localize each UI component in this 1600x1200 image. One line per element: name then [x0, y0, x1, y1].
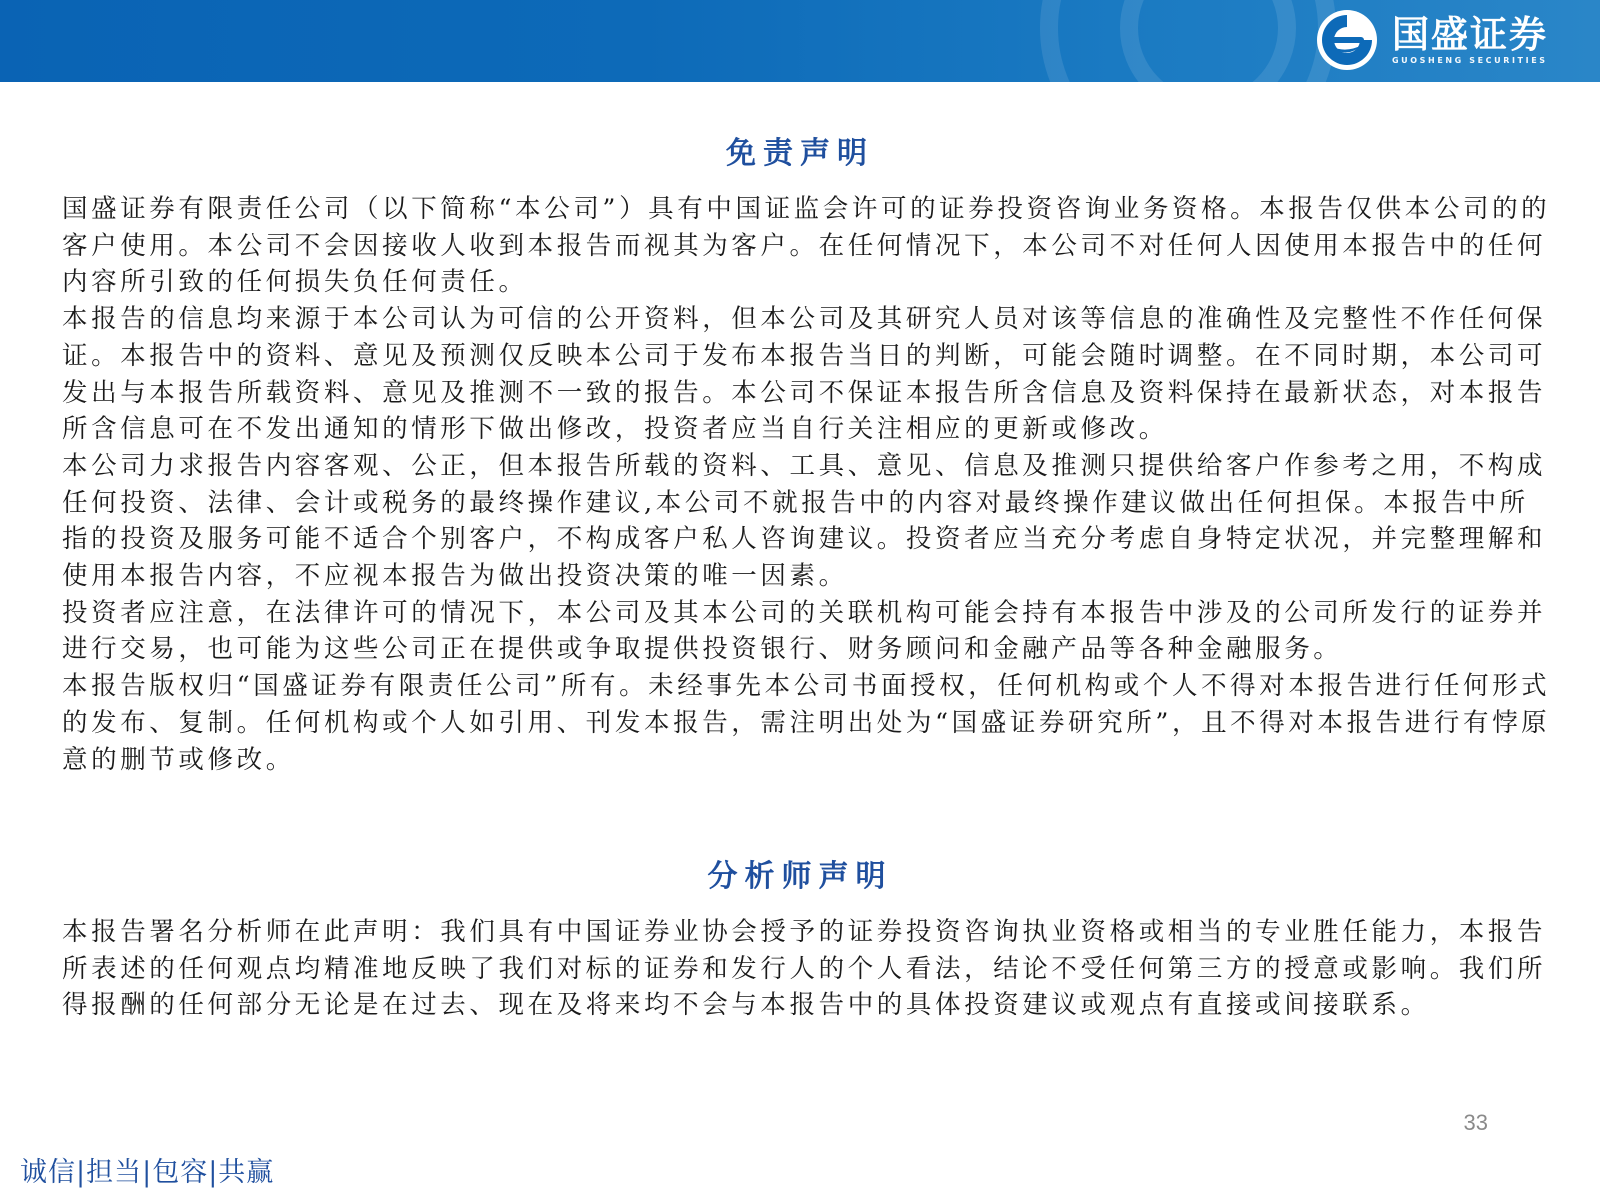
- brand-name: 国盛证券: [1392, 13, 1548, 56]
- disclaimer-paragraph: 本公司力求报告内容客观、公正，但本报告所载的资料、工具、意见、信息及推测只提供给客户作参考之用，不构成任何投资、法律、会计或税务的最终操作建议,本公司不就报告中的内容对最终操作建议做出任何担保。本报告中所指的投资及服务可能不适合个别客户，不构成客户私人咨询建议。投资者应当充分考虑自身特定状况，并完整理解和使用本报告内容，不应视本报告为做出投资决策的唯一因素。: [62, 450, 1547, 592]
- analyst-statement-title: 分析师声明: [707, 859, 893, 894]
- disclaimer-title: 免责声明: [726, 136, 874, 171]
- header-bar: [0, 0, 1600, 82]
- disclaimer-body: [62, 191, 1552, 778]
- disclaimer-paragraph: 国盛证券有限责任公司（以下简称“本公司”）具有中国证监会许可的证券投资咨询业务资格。本报告仅供本公司的的客户使用。本公司不会因接收人收到本报告而视其为客户。在任何情况下，本公司不对任何人因使用本报告中的任何内容所引致的任何损失负任何责任。: [62, 194, 1551, 298]
- disclaimer-paragraph: 投资者应注意，在法律许可的情况下，本公司及其本公司的关联机构可能会持有本报告中涉及的公司所发行的证券并进行交易，也可能为这些公司正在提供或争取提供投资银行、财务顾问和金融产品等各种金融服务。: [62, 597, 1547, 665]
- analyst-statement-body: [62, 914, 1552, 1024]
- guosheng-logo-icon: [1314, 7, 1380, 73]
- disclaimer-paragraph: 本报告版权归“国盛证券有限责任公司”所有。未经事先本公司书面授权，任何机构或个人不得对本报告进行任何形式的发布、复制。任何机构或个人如引用、刊发本报告，需注明出处为“国盛证券研究所”，且不得对本报告进行有悖原意的删节或修改。: [62, 671, 1551, 775]
- disclaimer-paragraph: 本报告的信息均来源于本公司认为可信的公开资料，但本公司及其研究人员对该等信息的准确性及完整性不作任何保证。本报告中的资料、意见及预测仅反映本公司于发布本报告当日的判断，可能会随时调整。在不同时期，本公司可发出与本报告所载资料、意见及推测不一致的报告。本公司不保证本报告所含信息及资料保持在最新状态，对本报告所含信息可在不发出通知的情形下做出修改，投资者应当自行关注相应的更新或修改。: [62, 304, 1547, 445]
- brand-name-en: GUOSHENG SECURITIES: [1392, 56, 1548, 65]
- page-number: 33: [1463, 1110, 1488, 1135]
- analyst-statement-paragraph: 本报告署名分析师在此声明：我们具有中国证券业协会授予的证券投资咨询执业资格或相当的专业胜任能力，本报告所表述的任何观点均精准地反映了我们对标的证券和发行人的个人看法，结论不受任何第三方的授意或影响。我们所得报酬的任何部分无论是在过去、现在及将来均不会与本报告中的具体投资建议或观点有直接或间接联系。: [62, 917, 1547, 1021]
- brand-logo: [1314, 6, 1548, 74]
- header-watermark-arc: [1120, 0, 1296, 82]
- footer-slogan: 诚信|担当|包容|共赢: [20, 1157, 275, 1188]
